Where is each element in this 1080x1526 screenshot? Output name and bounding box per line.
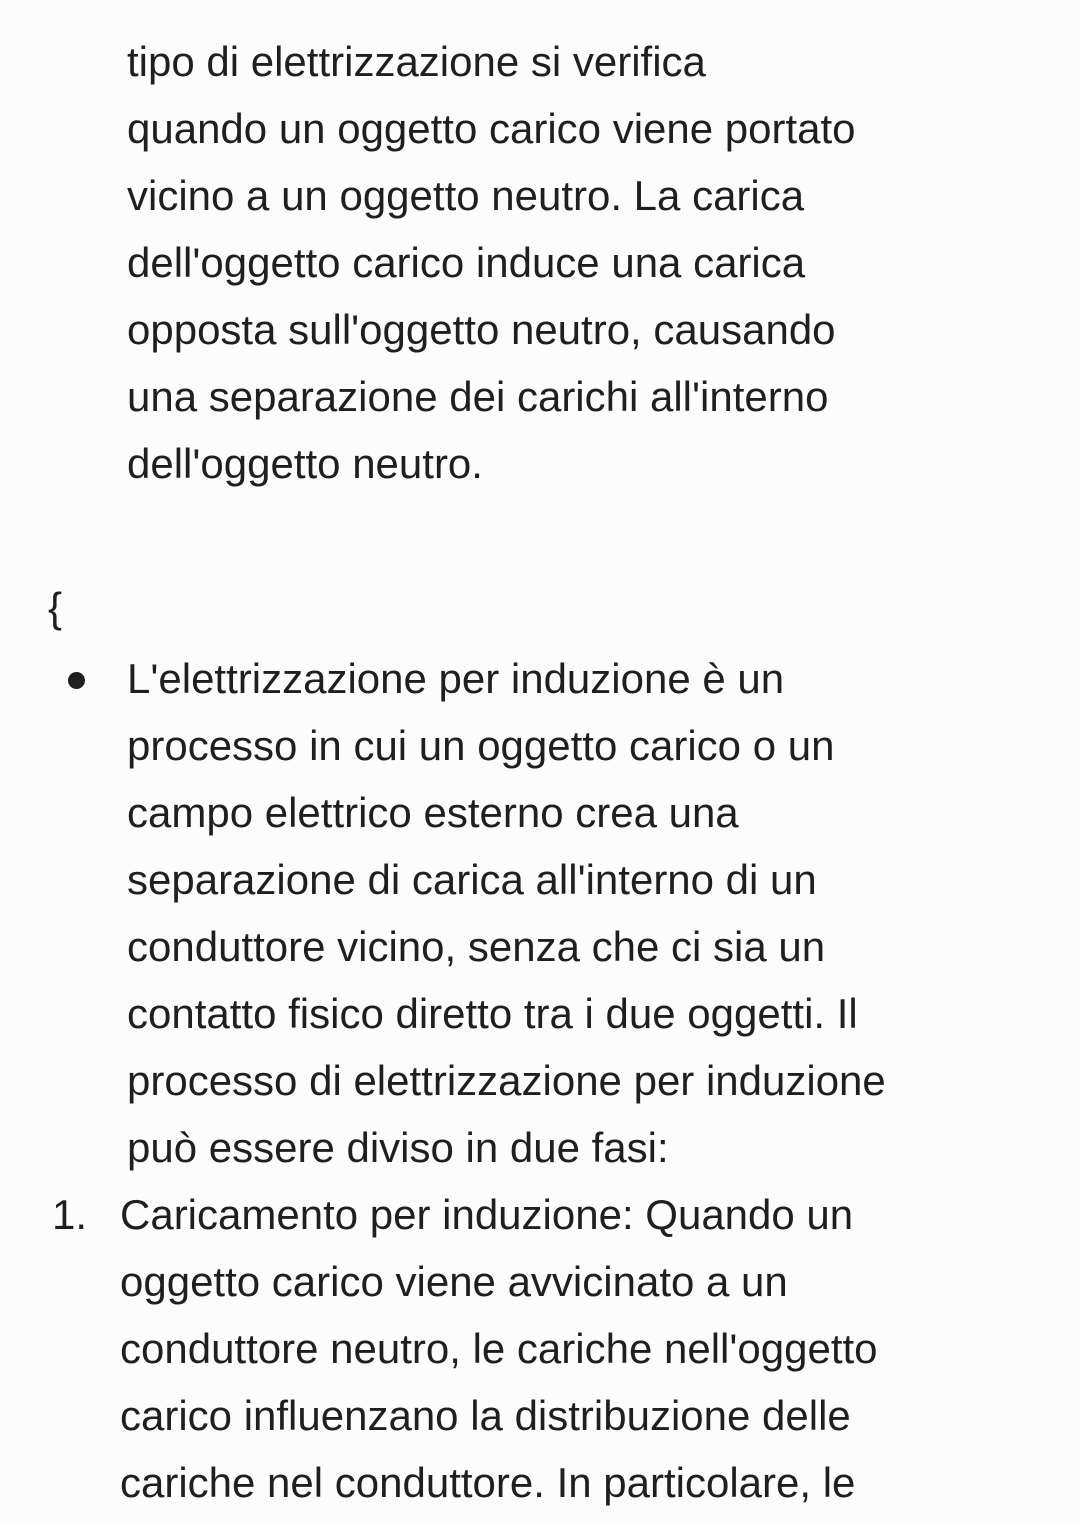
- text-line: cariche nel conduttore. In particolare, le: [120, 1459, 856, 1506]
- paragraph-continuation: [127, 28, 1080, 497]
- bullet-item: [0, 645, 1080, 1181]
- numbered-item: [0, 1181, 1080, 1516]
- text-line: processo in cui un oggetto carico o un: [127, 722, 835, 769]
- text-line: Caricamento per induzione: Quando un: [120, 1191, 854, 1238]
- bullet-marker-char: [0, 689, 1, 690]
- text-line: campo elettrico esterno crea una: [127, 789, 739, 836]
- text-line: vicino a un oggetto neutro. La carica: [127, 172, 805, 219]
- bullet-item-text: [127, 645, 886, 1181]
- induction-list: [0, 645, 1080, 1516]
- numbered-item-text: [120, 1181, 878, 1516]
- bullet-marker-column: [0, 645, 127, 689]
- text-line: conduttore vicino, senza che ci sia un: [127, 923, 826, 970]
- text-line: carico influenzano la distribuzione delle: [120, 1392, 851, 1439]
- text-line: processo di elettrizzazione per induzione: [127, 1057, 886, 1104]
- text-line: oggetto carico viene avvicinato a un: [120, 1258, 788, 1305]
- open-brace-text: {: [48, 584, 63, 631]
- bullet-icon: [68, 672, 85, 689]
- text-line: può essere diviso in due fasi:: [127, 1124, 669, 1171]
- text-line: conduttore neutro, le cariche nell'oggetto: [120, 1325, 878, 1372]
- text-line: quando un oggetto carico viene portato: [127, 105, 856, 152]
- text-line: dell'oggetto neutro.: [127, 440, 483, 487]
- number-marker: 1.: [52, 1191, 88, 1238]
- text-line: tipo di elettrizzazione si verifica: [127, 38, 706, 85]
- text-line: opposta sull'oggetto neutro, causando: [127, 306, 836, 353]
- text-line: contatto fisico diretto tra i due oggetti. Il: [127, 990, 858, 1037]
- text-line: una separazione dei carichi all'interno: [127, 373, 829, 420]
- text-line: separazione di carica all'interno di un: [127, 856, 817, 903]
- text-line: L'elettrizzazione per induzione è un: [127, 655, 785, 702]
- text-line: dell'oggetto carico induce una carica: [127, 239, 806, 286]
